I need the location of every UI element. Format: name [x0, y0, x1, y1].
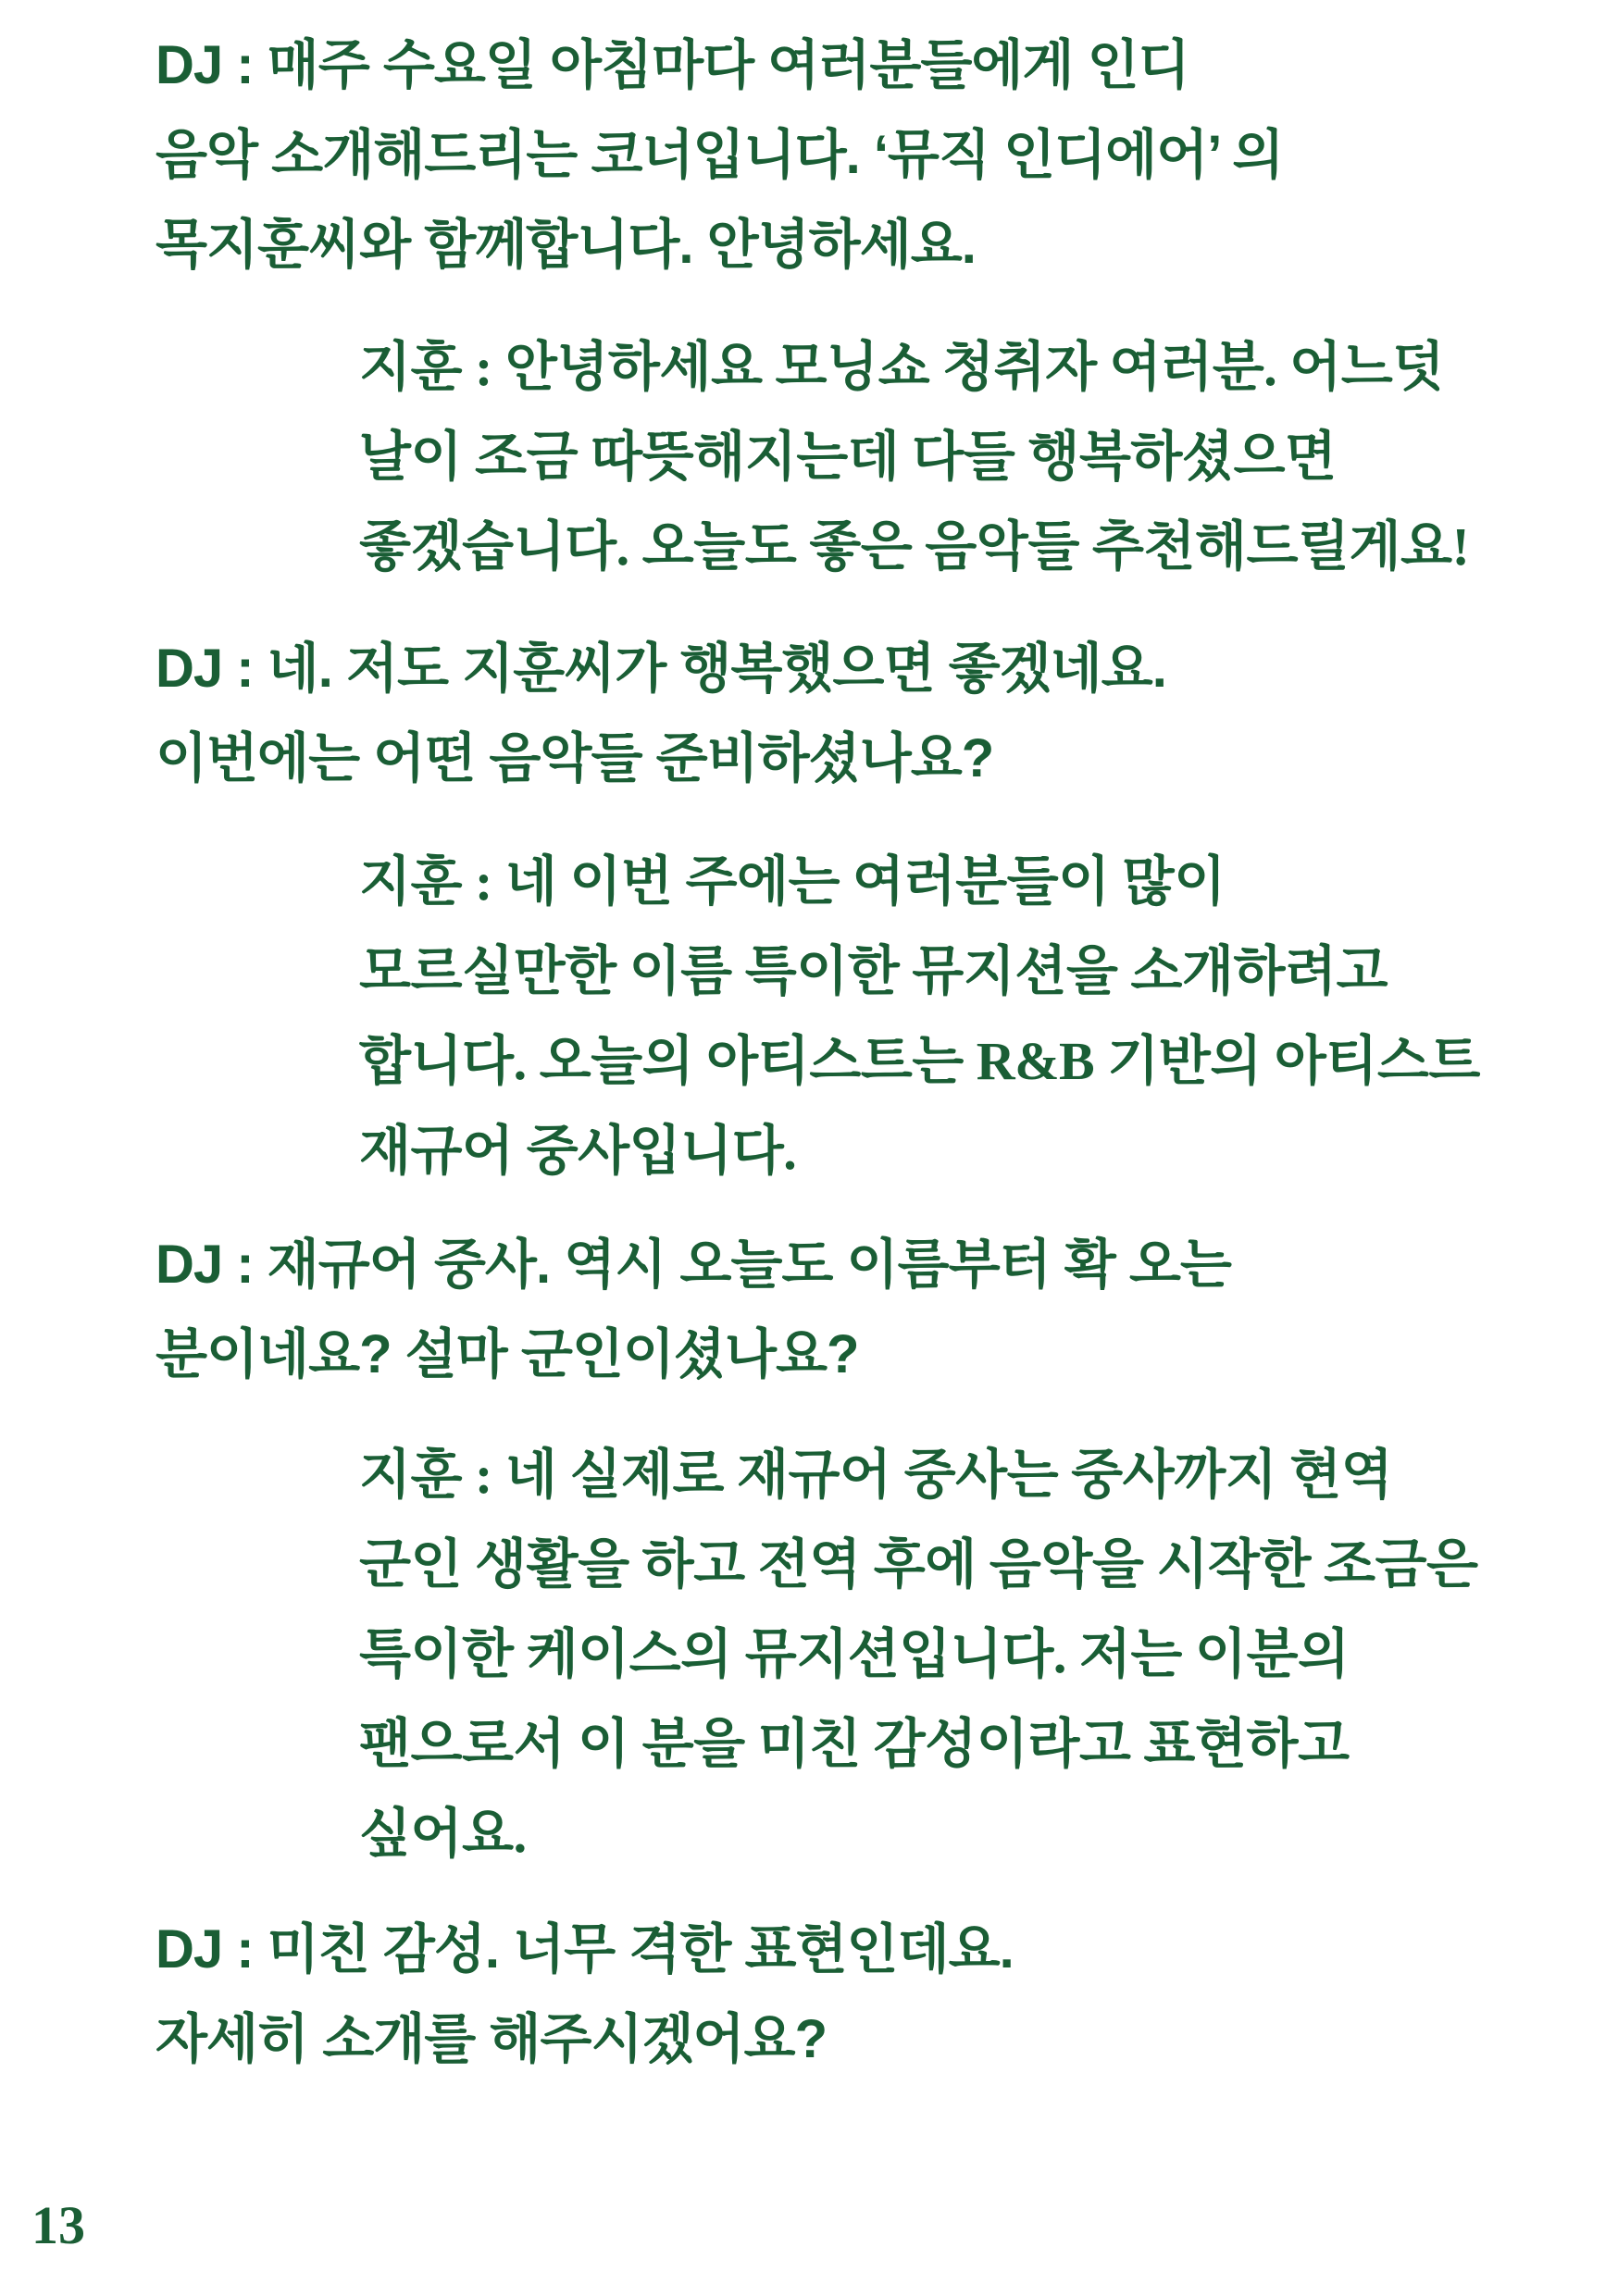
dialogue-line: 지훈 : 네 실제로 재규어 중사는 중사까지 현역 — [359, 1445, 1393, 1505]
guest-turn-1 — [359, 322, 1469, 591]
dialogue-line: 팬으로서 이 분을 미친 감성이라고 표현하고 — [359, 1714, 1350, 1774]
guest-turn-3 — [359, 1430, 1478, 1879]
guest-turn-2 — [359, 837, 1480, 1196]
dialogue-line: DJ : 재규어 중사. 역시 오늘도 이름부터 확 오는 — [156, 1235, 1231, 1295]
dialogue-line: DJ : 네. 저도 지훈씨가 행복했으면 좋겠네요. — [156, 639, 1166, 699]
dj-turn-2 — [156, 624, 1166, 803]
dialogue-line: 좋겠습니다. 오늘도 좋은 음악들 추천해드릴게요! — [359, 516, 1470, 577]
dialogue-line: 분이네요? 설마 군인이셨나요? — [156, 1324, 859, 1384]
dj-turn-4 — [156, 1905, 1014, 2084]
dialogue-line: DJ : 미친 감성. 너무 격한 표현인데요. — [156, 1919, 1014, 1980]
dialogue-line: 목지훈씨와 함께합니다. 안녕하세요. — [156, 215, 976, 275]
dialogue-line: DJ : 매주 수요일 아침마다 여러분들에게 인디 — [156, 35, 1189, 95]
dialogue-line: 지훈 : 네 이번 주에는 여러분들이 많이 — [359, 851, 1226, 912]
dialogue-line: 지훈 : 안녕하세요 모닝쇼 청취자 여러분. 어느덧 — [359, 337, 1444, 397]
dialogue-line: 특이한 케이스의 뮤지션입니다. 저는 이분의 — [359, 1624, 1350, 1684]
dj-turn-3 — [156, 1220, 1231, 1399]
dialogue-line: 합니다. 오늘의 아티스트는 R&B 기반의 아티스트 — [359, 1031, 1480, 1091]
dialogue-line: 싶어요. — [359, 1804, 527, 1864]
dialogue-line: 모르실만한 이름 특이한 뮤지션을 소개하려고 — [359, 941, 1388, 1001]
dialogue-line: 자세히 소개를 해주시겠어요? — [156, 2009, 827, 2069]
dj-turn-1 — [156, 20, 1283, 290]
dialogue-line: 재규어 중사입니다. — [359, 1121, 797, 1181]
dialogue-line: 음악 소개해드리는 코너입니다. ‘뮤직 인디에어’ 의 — [156, 125, 1284, 185]
dialogue-line: 군인 생활을 하고 전역 후에 음악을 시작한 조금은 — [359, 1534, 1478, 1595]
dialogue-line: 날이 조금 따뜻해지는데 다들 행복하셨으면 — [359, 427, 1337, 487]
page-number: 13 — [31, 2195, 85, 2255]
dialogue-line: 이번에는 어떤 음악들 준비하셨나요? — [156, 728, 994, 788]
